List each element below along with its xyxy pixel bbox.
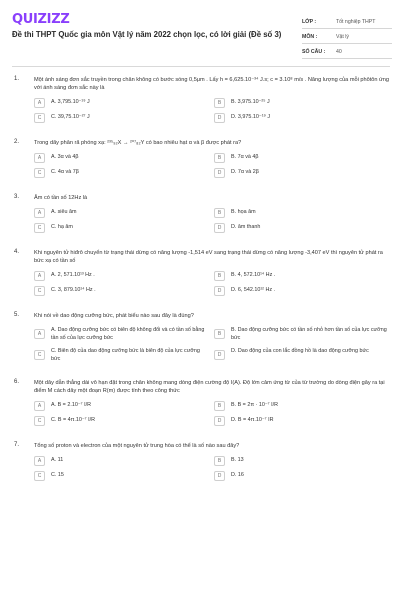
answer-options bbox=[34, 208, 390, 238]
answer-option[interactable] bbox=[34, 416, 210, 426]
option-letter-box[interactable]: C bbox=[34, 286, 45, 296]
answer-option[interactable] bbox=[214, 456, 390, 466]
meta-key: MÔN : bbox=[302, 34, 318, 40]
option-text: B. 7α và 4β bbox=[231, 154, 259, 160]
question-item bbox=[12, 194, 390, 238]
option-letter-box[interactable]: C bbox=[34, 168, 45, 178]
option-letter-box[interactable]: A bbox=[34, 456, 45, 466]
option-text: A. 11 bbox=[51, 457, 64, 463]
option-text: B. họa âm bbox=[231, 209, 256, 215]
answer-option[interactable] bbox=[214, 286, 390, 296]
question-number: 1. bbox=[14, 76, 20, 82]
answer-option[interactable] bbox=[34, 347, 210, 363]
option-letter-box[interactable]: B bbox=[214, 456, 225, 466]
question-item bbox=[12, 139, 390, 183]
option-letter-box[interactable]: C bbox=[34, 416, 45, 426]
option-letter-box[interactable]: B bbox=[214, 98, 225, 108]
answer-option[interactable] bbox=[34, 286, 210, 296]
meta-value: Tốt nghiệp THPT bbox=[336, 19, 376, 25]
answer-options bbox=[34, 271, 390, 301]
answer-options bbox=[34, 326, 390, 368]
question-text: Khi nói về dao động cưỡng bức, phát biểu nào sau đây là đúng? bbox=[34, 313, 194, 319]
question-text: Trong dãy phân rã phóng xạ: ²³⁵₉₂X → ²⁰⁷₈₂Y có bao nhiêu hạt α và β được phát ra? bbox=[34, 140, 242, 146]
answer-option[interactable] bbox=[34, 401, 210, 411]
answer-option[interactable] bbox=[34, 326, 210, 342]
answer-option[interactable] bbox=[34, 456, 210, 466]
option-letter-box[interactable]: A bbox=[34, 329, 45, 339]
option-letter-box[interactable]: D bbox=[214, 168, 225, 178]
option-letter-box[interactable]: B bbox=[214, 401, 225, 411]
answer-option[interactable] bbox=[214, 326, 390, 342]
option-letter-box[interactable]: A bbox=[34, 208, 45, 218]
answer-option[interactable] bbox=[214, 153, 390, 163]
answer-options bbox=[34, 98, 390, 128]
option-letter-box[interactable]: B bbox=[214, 208, 225, 218]
question-number: 3. bbox=[14, 194, 20, 200]
option-text: D. âm thanh bbox=[231, 224, 261, 230]
option-letter-box[interactable]: B bbox=[214, 329, 225, 339]
worksheet-meta bbox=[302, 14, 392, 59]
option-text: B. 3,975.10⁻²⁵ J bbox=[231, 99, 270, 105]
meta-key: LỚP : bbox=[302, 19, 317, 25]
answer-option[interactable] bbox=[214, 113, 390, 123]
option-letter-box[interactable]: D bbox=[214, 286, 225, 296]
meta-value: 40 bbox=[336, 49, 342, 55]
option-letter-box[interactable]: A bbox=[34, 153, 45, 163]
question-number: 7. bbox=[14, 442, 20, 448]
question-item bbox=[12, 76, 390, 128]
answer-option[interactable] bbox=[34, 153, 210, 163]
option-text: D. 7α và 2β bbox=[231, 169, 259, 175]
option-letter-box[interactable]: B bbox=[214, 271, 225, 281]
option-text: A. siêu âm bbox=[51, 209, 77, 215]
answer-option[interactable] bbox=[214, 416, 390, 426]
option-text: A. 3α và 4β bbox=[51, 154, 79, 160]
question-number: 5. bbox=[14, 312, 20, 318]
option-letter-box[interactable]: B bbox=[214, 153, 225, 163]
answer-options bbox=[34, 456, 390, 486]
question-item bbox=[12, 312, 390, 368]
meta-value: Vật lý bbox=[336, 34, 349, 40]
option-letter-box[interactable]: A bbox=[34, 98, 45, 108]
answer-option[interactable] bbox=[34, 208, 210, 218]
answer-options bbox=[34, 153, 390, 183]
option-letter-box[interactable]: C bbox=[34, 223, 45, 233]
question-text: Tổng số proton và electron của một nguyên tử trung hòa có thể là số nào sau đây? bbox=[34, 443, 240, 449]
option-text: B. B = 2π · 10⁻⁷ I/R bbox=[231, 402, 279, 408]
option-text: C. B = 4π.10⁻⁷ I/R bbox=[51, 417, 96, 423]
option-letter-box[interactable]: D bbox=[214, 113, 225, 123]
option-text: A. 2, 571.10¹³ Hz . bbox=[51, 272, 95, 278]
option-text: A. 3,795.10⁻¹⁹ J bbox=[51, 99, 90, 105]
answer-options bbox=[34, 401, 390, 431]
question-text: Âm có tần số 12Hz là bbox=[34, 195, 88, 201]
question-number: 2. bbox=[14, 139, 20, 145]
answer-option[interactable] bbox=[34, 271, 210, 281]
meta-row-subject bbox=[302, 29, 392, 44]
option-text: C. hạ âm bbox=[51, 224, 73, 230]
meta-row-class bbox=[302, 14, 392, 29]
option-letter-box[interactable]: D bbox=[214, 223, 225, 233]
option-text: D. B = 4π.10⁻⁷ IR bbox=[231, 417, 274, 423]
answer-option[interactable] bbox=[214, 347, 390, 363]
answer-option[interactable] bbox=[214, 471, 390, 481]
option-letter-box[interactable]: C bbox=[34, 113, 45, 123]
question-text: Một ánh sáng đơn sắc truyền trong chân không có bước sóng 0,5μm . Lấy h = 6,625.10⁻³⁴ J.s; c = 3.10⁸ m/s . Năng lượng của mỗi phôtôn ứng với ánh sáng đơn sắc này là bbox=[34, 77, 390, 91]
question-item bbox=[12, 379, 390, 431]
worksheet-title: Đề thi THPT Quốc gia môn Vật lý năm 2022 chọn lọc, có lời giải (Đề số 3) bbox=[12, 30, 282, 39]
option-text: D. 16 bbox=[231, 472, 244, 478]
option-text: C. 39,75.10⁻²⁷ J bbox=[51, 114, 90, 120]
answer-option[interactable] bbox=[34, 113, 210, 123]
option-letter-box[interactable]: A bbox=[34, 401, 45, 411]
question-list bbox=[12, 76, 390, 497]
question-text: Khi nguyên tử hiđrô chuyển từ trạng thái dừng có năng lượng -1,514 eV sang trạng thái dừng có năng lượng -3,407 eV thì nguyên tử phát ra bức xạ có tần số bbox=[34, 250, 383, 264]
answer-option[interactable] bbox=[214, 208, 390, 218]
answer-option[interactable] bbox=[214, 98, 390, 108]
question-text: Một dây dẫn thẳng dài vô hạn đặt trong chân không mang dòng điện cường độ I(A). Độ lớn cảm ứng từ của từ trường do dòng điện gây ra tại điểm M cách dây một đoạn R(m) được tính theo công thức bbox=[34, 380, 385, 394]
quizizz-logo: QUIZIZZ bbox=[12, 12, 70, 27]
option-letter-box[interactable]: A bbox=[34, 271, 45, 281]
answer-option[interactable] bbox=[34, 471, 210, 481]
option-letter-box[interactable]: C bbox=[34, 471, 45, 481]
option-text: B. 4, 572.10¹⁴ Hz . bbox=[231, 272, 276, 278]
answer-option[interactable] bbox=[34, 98, 210, 108]
question-number: 4. bbox=[14, 249, 20, 255]
option-text: A. Dao động cưỡng bức có biên độ không đổi và có tần số bằng tần số của lực cưỡng bức bbox=[51, 327, 205, 341]
header-divider bbox=[12, 66, 390, 67]
option-text: D. 3,975.10⁻¹⁹ J bbox=[231, 114, 271, 120]
answer-option[interactable] bbox=[214, 401, 390, 411]
answer-option[interactable] bbox=[34, 168, 210, 178]
option-letter-box[interactable]: D bbox=[214, 416, 225, 426]
question-item bbox=[12, 442, 390, 486]
option-text: C. 15 bbox=[51, 472, 64, 478]
option-letter-box[interactable]: D bbox=[214, 350, 225, 360]
worksheet-header bbox=[12, 10, 390, 62]
option-letter-box[interactable]: D bbox=[214, 471, 225, 481]
option-text: B. 13 bbox=[231, 457, 244, 463]
question-item bbox=[12, 249, 390, 301]
answer-option[interactable] bbox=[214, 223, 390, 233]
answer-option[interactable] bbox=[214, 271, 390, 281]
option-letter-box[interactable]: C bbox=[34, 350, 45, 360]
option-text: C. 3, 879.10¹⁴ Hz . bbox=[51, 287, 96, 293]
question-number: 6. bbox=[14, 379, 20, 385]
answer-option[interactable] bbox=[214, 168, 390, 178]
option-text: D. 6, 542.10¹² Hz . bbox=[231, 287, 276, 293]
option-text: C. 4α và 7β bbox=[51, 169, 79, 175]
meta-key: SỐ CÂU : bbox=[302, 49, 326, 55]
option-text: B. Dao động cưỡng bức có tần số nhỏ hơn tần số của lực cưỡng bức bbox=[231, 327, 387, 341]
answer-option[interactable] bbox=[34, 223, 210, 233]
option-text: A. B = 2.10⁻⁷ I/R bbox=[51, 402, 92, 408]
option-text: C. Biên độ của dao động cưỡng bức là biên độ của lực cưỡng bức bbox=[51, 348, 200, 362]
meta-row-count bbox=[302, 44, 392, 59]
option-text: D. Dao động của con lắc đồng hồ là dao động cưỡng bức bbox=[231, 348, 369, 354]
